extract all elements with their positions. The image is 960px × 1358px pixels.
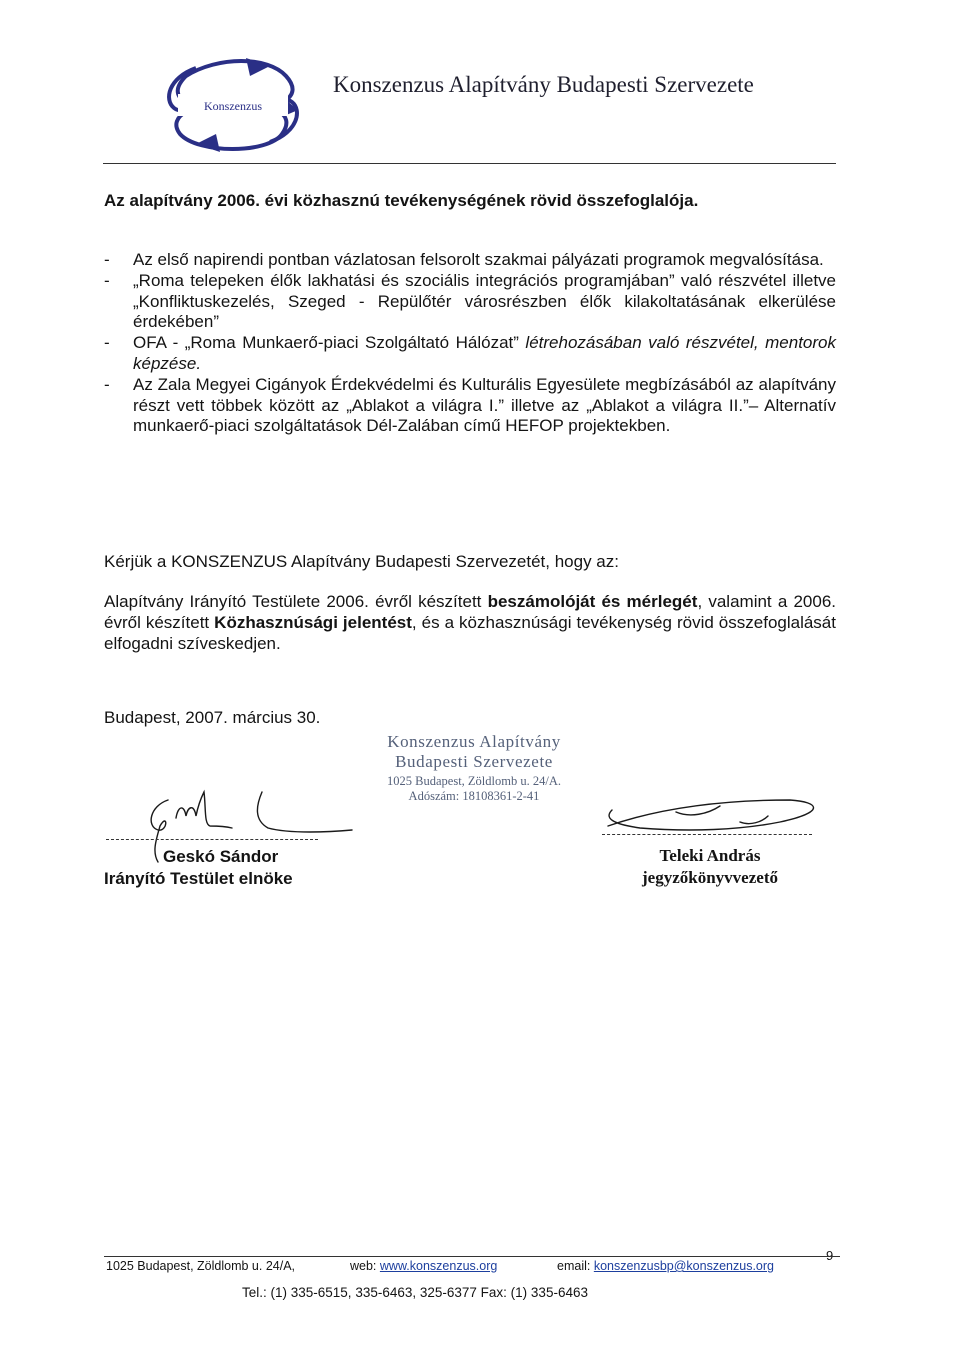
- logo-text: Konszenzus: [204, 99, 262, 113]
- request-paragraph: Kérjük a KONSZENZUS Alapítvány Budapesti Szervezetét, hogy az:: [104, 552, 619, 571]
- stamp-line: Konszenzus Alapítvány: [387, 732, 561, 751]
- right-signature: [608, 800, 814, 830]
- stamp-line: Adószám: 18108361-2-41: [408, 789, 540, 803]
- signer-name: Teleki András: [659, 846, 761, 865]
- footer-email: email: konszenzusbp@konszenzus.org: [557, 1259, 774, 1273]
- organization-stamp: [356, 732, 592, 804]
- footer-phones: Tel.: (1) 335-6515, 335-6463, 325-6377 Fax: (1) 335-6463: [242, 1285, 588, 1300]
- right-signature-line: [602, 834, 812, 835]
- list-item: - Az Zala Megyei Cigányok Érdekvédelmi és Kulturális Egyesülete megbízásából az alapítvány részt vett többek között az „Ablakot a világra I.” illetve az „Ablakot a világra II.”– Alternatív munkaerő-piaci szolgáltatások Dél-Zalában című HEFOP projektekben.: [104, 374, 836, 436]
- signer-name: Geskó Sándor: [163, 847, 279, 866]
- stamp-line: Budapesti Szervezete: [395, 752, 553, 771]
- left-signature-line: [106, 839, 318, 840]
- footer-divider: [104, 1256, 840, 1257]
- organization-name: Konszenzus Alapítvány Budapesti Szervezete: [333, 72, 754, 97]
- signer-role: jegyzőkönyvvezető: [642, 868, 778, 887]
- website-link[interactable]: www.konszenzus.org: [379, 1259, 498, 1273]
- left-signer: [104, 846, 293, 890]
- approval-paragraph: Alapítvány Irányító Testülete 2006. évről készített beszámolóját és mérlegét, valamint a 2006. évről készített Közhasznúsági jelentést, és a közhasznúsági tevékenység rövid összefoglalását elfogadni szíveskedjen.: [104, 592, 837, 653]
- list-item: - „Roma telepeken élők lakhatási és szociális integrációs programjában” való részvétel illetve „Konfliktuskezelés, Szeged - Repülőtér városrészben élők kilakoltatásának elkerülése érdekében”: [104, 270, 836, 332]
- right-signer: [600, 845, 820, 889]
- activity-list: [104, 250, 836, 437]
- footer-address: 1025 Budapest, Zöldlomb u. 24/A,: [106, 1259, 296, 1273]
- email-link[interactable]: konszenzusbp@konszenzus.org: [593, 1259, 774, 1273]
- document-date: Budapest, 2007. március 30.: [104, 708, 321, 727]
- document-title: Az alapítvány 2006. évi közhasznú tevékenységének rövid összefoglalója.: [104, 191, 699, 210]
- header-divider: [103, 163, 836, 164]
- stamp-line: 1025 Budapest, Zöldlomb u. 24/A.: [387, 774, 561, 788]
- list-item: - Az első napirendi pontban vázlatosan felsorolt szakmai pályázati programok megvalósítása.: [104, 250, 824, 269]
- konszenzus-logo: [158, 50, 308, 160]
- page-number: 9: [826, 1248, 834, 1263]
- list-item: - OFA - „Roma Munkaerő-piaci Szolgáltató Hálózat” létrehozásában való részvétel, mentorok képzése.: [104, 333, 836, 373]
- signer-role: Irányító Testület elnöke: [104, 869, 293, 888]
- footer-web: web: www.konszenzus.org: [350, 1259, 498, 1273]
